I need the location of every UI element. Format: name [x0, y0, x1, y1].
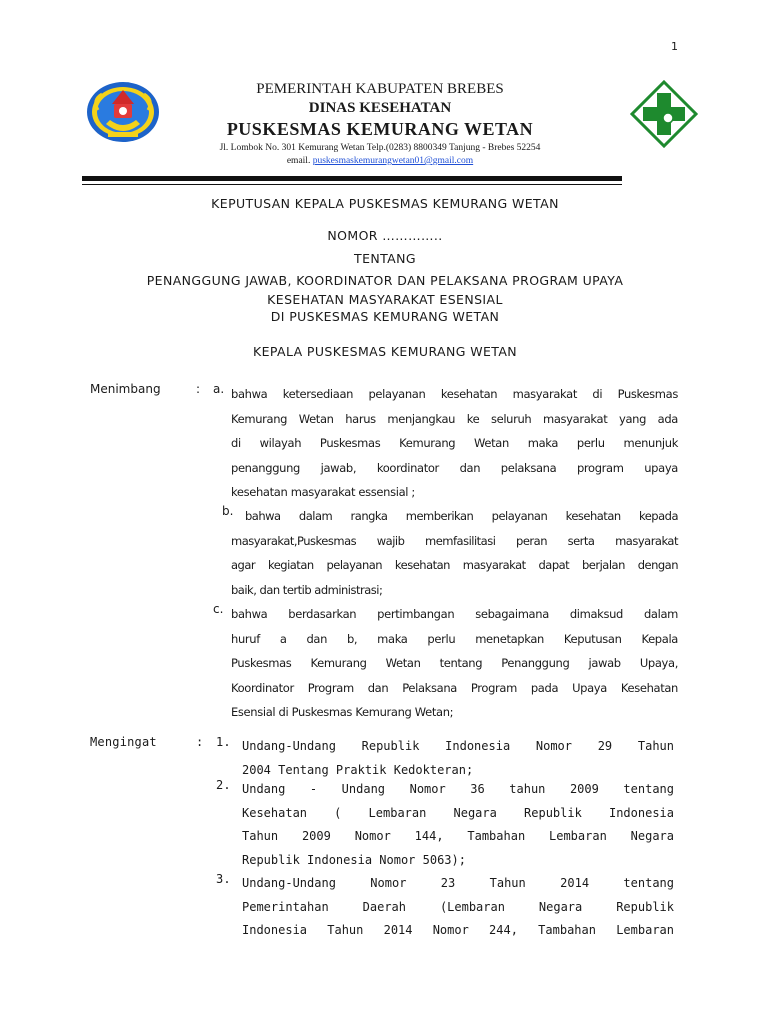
mengingat-2-line: Undang - Undang Nomor 36 tahun 2009 tentang: [242, 782, 674, 796]
menimbang-c-marker: c.: [213, 602, 224, 616]
decree-number: NOMOR …………..: [327, 228, 443, 243]
mengingat-3-line: Indonesia Tahun 2014 Nomor 244, Tambahan Lembaran: [242, 923, 674, 937]
menimbang-b-line: baik, dan tertib administrasi;: [231, 582, 383, 597]
letterhead-address: Jl. Lombok No. 301 Kemurang Wetan Telp.(0283) 8800349 Tanjung - Brebes 52254: [219, 143, 541, 153]
mengingat-1-line: Undang-Undang Republik Indonesia Nomor 29 Tahun: [242, 739, 674, 753]
menimbang-b-marker: b.: [222, 504, 234, 518]
menimbang-a-marker: a.: [213, 382, 225, 396]
mengingat-1-text: [242, 735, 674, 782]
menimbang-colon: :: [196, 382, 201, 396]
menimbang-c-text: [231, 602, 678, 725]
letterhead-institution: PUSKESMAS KEMURANG WETAN: [226, 119, 534, 139]
menimbang-a-line: penanggung jawab, koordinator dan pelaksana program upaya: [231, 460, 678, 475]
menimbang-b-text: [231, 504, 678, 602]
mengingat-3-text: [242, 872, 674, 943]
mengingat-2-text: [242, 778, 674, 872]
menimbang-b-line: masyarakat,Puskesmas wajib memfasilitasi peran serta masyarakat: [231, 533, 678, 548]
decree-title: KEPUTUSAN KEPALA PUSKESMAS KEMURANG WETAN: [211, 196, 559, 211]
letterhead-email-line: [180, 155, 580, 167]
letterhead: [180, 80, 580, 167]
decree-subject-line-1: PENANGGUNG JAWAB, KOORDINATOR DAN PELAKSANA PROGRAM UPAYA: [146, 273, 624, 288]
mengingat-3-marker: 3.: [216, 872, 231, 886]
mengingat-label: Mengingat: [90, 735, 157, 749]
decree-issuer: KEPALA PUSKESMAS KEMURANG WETAN: [252, 344, 518, 359]
letterhead-divider-thick: [82, 176, 622, 181]
email-label: email.: [286, 156, 311, 166]
mengingat-2-line: Republik Indonesia Nomor 5063);: [242, 852, 466, 867]
decree-subject-line-3: DI PUSKESMAS KEMURANG WETAN: [270, 309, 500, 324]
menimbang-a-line: kesehatan masyarakat essensial ;: [231, 485, 415, 499]
menimbang-c-line: Esensial di Puskesmas Kemurang Wetan;: [231, 705, 454, 719]
decree-subject-line-2: KESEHATAN MASYARAKAT ESENSIAL: [267, 292, 503, 307]
puskesmas-logo: [630, 80, 698, 148]
menimbang-b-line: agar kegiatan pelayanan kesehatan masyarakat dapat berjalan dengan: [231, 558, 678, 572]
mengingat-2-line: Kesehatan ( Lembaran Negara Republik Indonesia: [242, 805, 674, 820]
menimbang-c-line: Koordinator Program dan Pelaksana Program pada Upaya Kesehatan: [231, 680, 678, 695]
mengingat-1-line: 2004 Tentang Praktik Kedokteran;: [242, 762, 474, 777]
menimbang-c-line: Puskesmas Kemurang Wetan tentang Penanggung jawab Upaya,: [231, 656, 678, 670]
page-number: 1: [671, 40, 678, 53]
mengingat-3-line: Undang-Undang Nomor 23 Tahun 2014 tentang: [242, 876, 674, 890]
mengingat-1-marker: 1.: [216, 735, 231, 749]
mengingat-colon: :: [196, 735, 204, 749]
letterhead-government: PEMERINTAH KABUPATEN BREBES: [256, 81, 504, 97]
menimbang-a-text: [231, 382, 678, 505]
letterhead-divider-thin: [82, 184, 622, 185]
menimbang-label: Menimbang: [90, 382, 161, 396]
email-link[interactable]: puskesmaskemurangwetan01@gmail.com: [312, 156, 474, 166]
mengingat-2-line: Tahun 2009 Nomor 144, Tambahan Lembaran Negara: [242, 829, 674, 843]
decree-tentang: TENTANG: [354, 251, 416, 266]
mengingat-2-marker: 2.: [216, 778, 231, 792]
mengingat-3-line: Pemerintahan Daerah (Lembaran Negara Republik: [242, 899, 674, 914]
menimbang-b-line: bahwa dalam rangka memberikan pelayanan kesehatan kepada: [245, 509, 678, 523]
menimbang-a-line: di wilayah Puskesmas Kemurang Wetan maka perlu menunjuk: [231, 436, 678, 450]
letterhead-department: DINAS KESEHATAN: [308, 100, 452, 116]
menimbang-a-line: bahwa ketersediaan pelayanan kesehatan masyarakat di Puskesmas: [231, 387, 678, 401]
menimbang-c-line: huruf a dan b, maka perlu menetapkan Keputusan Kepala: [231, 631, 678, 646]
menimbang-a-line: Kemurang Wetan harus menjangkau ke seluruh masyarakat yang ada: [231, 411, 678, 426]
brebes-coat-of-arms-logo: [84, 80, 162, 144]
menimbang-c-line: bahwa berdasarkan pertimbangan sebagaimana dimaksud dalam: [231, 607, 678, 621]
